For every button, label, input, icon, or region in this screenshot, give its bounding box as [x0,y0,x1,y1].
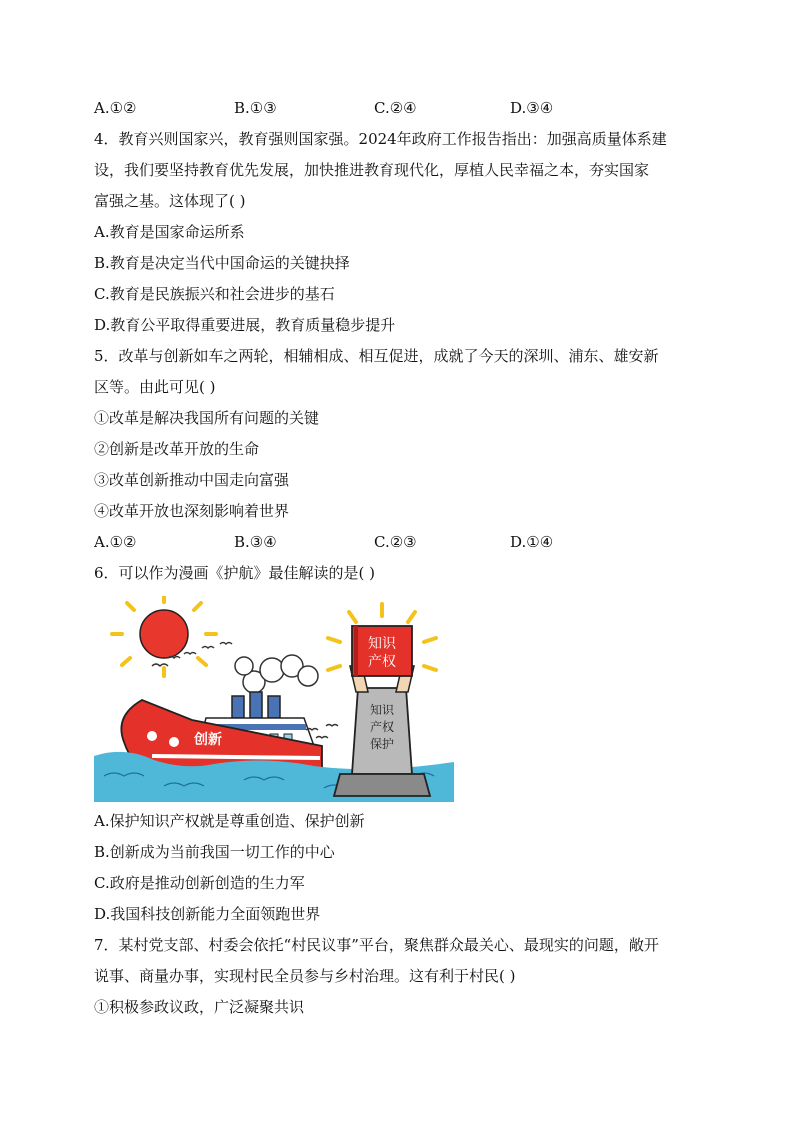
q3-option-c[interactable]: C.②④ [374,99,417,117]
q4-choice-c[interactable]: C.教育是民族振兴和社会进步的基石 [94,285,335,303]
q5-stem-line-1: 5．改革与创新如车之两轮，相辅相成、相互促进，成就了今天的深圳、浦东、雄安新 [94,347,659,365]
q5-statement-3: ③改革创新推动中国走向富强 [94,471,290,489]
q4-choice-a[interactable]: A.教育是国家命运所系 [94,223,245,241]
lighthouse-base [334,774,430,796]
sun [140,610,188,658]
q6-choice-c[interactable]: C.政府是推动创新创造的生力军 [94,874,305,892]
tower-text-1: 知识 [369,703,395,717]
q5-statement-1: ①改革是解决我国所有问题的关键 [94,409,320,427]
funnels [232,692,280,718]
hull-stripe [152,756,320,758]
tower-text-3: 保护 [369,737,395,751]
q5-statement-4: ④改革开放也深刻影响着世界 [94,502,290,520]
q6-stem: 6．可以作为漫画《护航》最佳解读的是( ) [94,564,376,582]
book-text-2: 产权 [368,654,396,670]
q7-stem-line-2: 说事、商量办事，实现村民全员参与乡村治理。这有利于村民( ) [94,967,516,985]
q5-stem-line-2: 区等。由此可见( ) [94,378,216,396]
q5-option-d[interactable]: D.①④ [510,533,554,551]
q7-statement-1: ①积极参政议政，广泛凝聚共识 [94,998,305,1016]
q6-choice-b[interactable]: B.创新成为当前我国一切工作的中心 [94,843,335,861]
book-text-1: 知识 [368,636,396,652]
ship-label: 创新 [194,732,222,748]
q5-option-a[interactable]: A.①② [94,533,137,551]
q5-statement-2: ②创新是改革开放的生命 [94,440,260,458]
q4-stem-line-3: 富强之基。这体现了( ) [94,192,246,210]
cartoon-escort-image [94,596,454,802]
q5-option-c[interactable]: C.②③ [374,533,417,551]
q4-stem-line-1: 4．教育兴则国家兴，教育强则国家强。2024年政府工作报告指出：加强高质量体系建 [94,130,667,148]
q4-choice-b[interactable]: B.教育是决定当代中国命运的关键抉择 [94,254,350,272]
cartoon-svg [94,596,454,802]
q5-option-b[interactable]: B.③④ [234,533,277,551]
q5-options [94,532,694,552]
q3-option-a[interactable]: A.①② [94,99,137,117]
q6-choice-a[interactable]: A.保护知识产权就是尊重创造、保护创新 [94,812,365,830]
q3-option-d[interactable]: D.③④ [510,99,554,117]
q4-choice-d[interactable]: D.教育公平取得重要进展，教育质量稳步提升 [94,316,396,334]
q6-choice-d[interactable]: D.我国科技创新能力全面领跑世界 [94,905,321,923]
q4-stem-line-2: 设，我们要坚持教育优先发展，加快推进教育现代化，厚植人民幸福之本，夯实国家 [94,161,650,179]
q3-option-b[interactable]: B.①③ [234,99,277,117]
q3-options [94,98,694,118]
q7-stem-line-1: 7．某村党支部、村委会依托“村民议事”平台，聚焦群众最关心、最现实的问题，敞开 [94,936,659,954]
tower-text-2: 产权 [369,720,395,734]
